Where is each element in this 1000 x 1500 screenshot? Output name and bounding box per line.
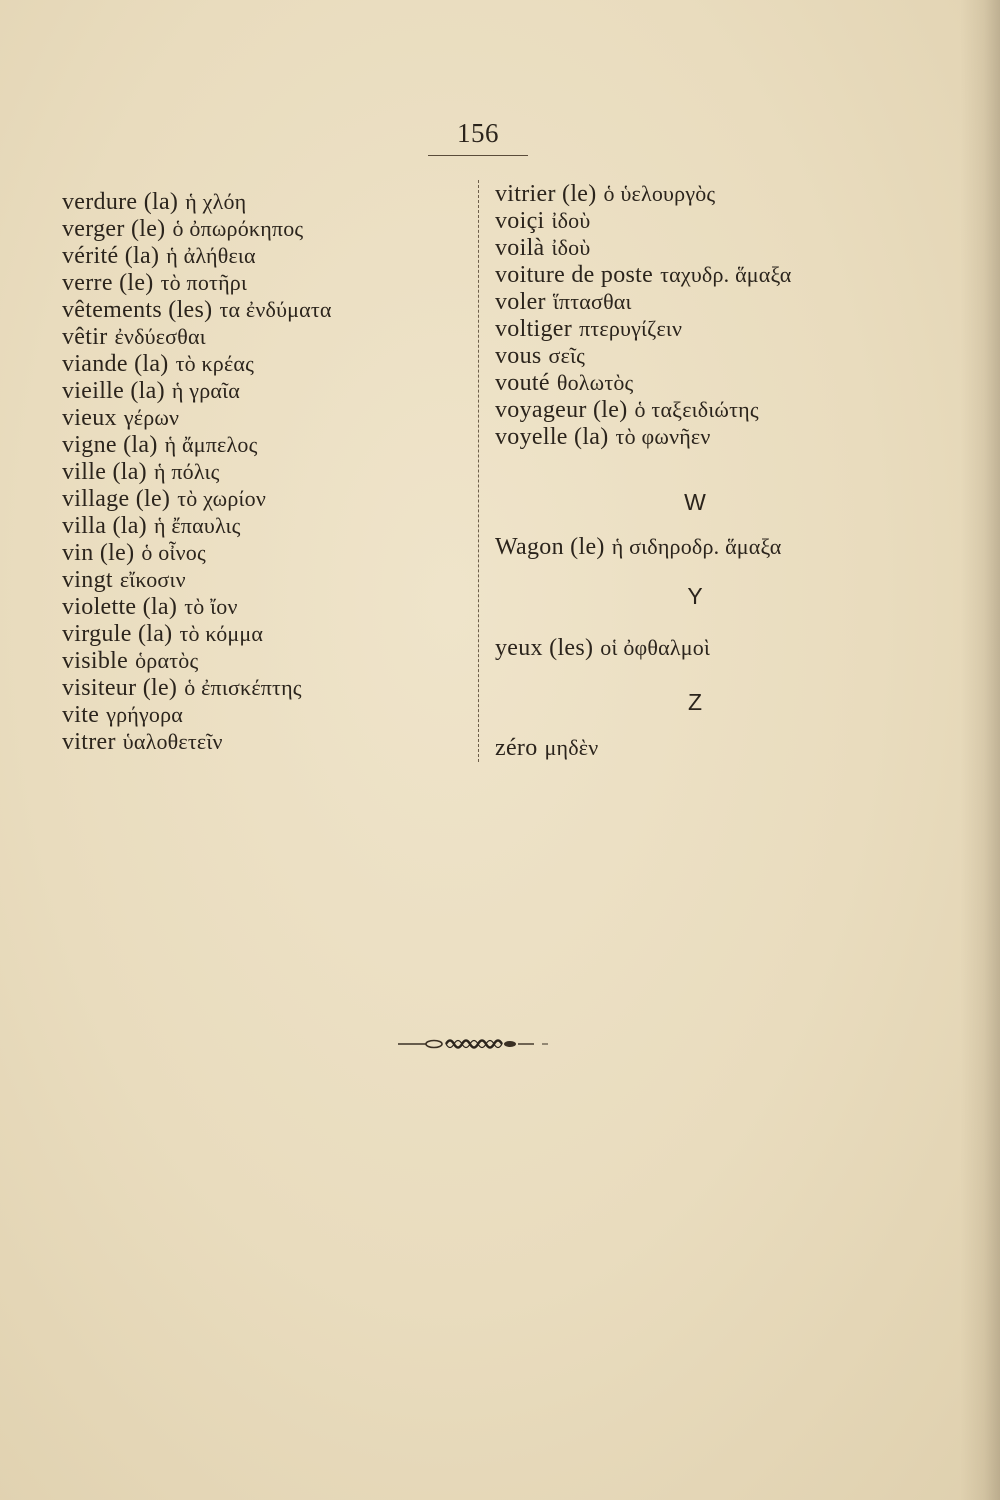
column-divider [478, 180, 479, 762]
dictionary-entry [62, 593, 332, 620]
page-number-rule [428, 155, 528, 156]
french-term: verdure (la) [62, 189, 179, 215]
dictionary-entry [495, 533, 781, 560]
dictionary-entry [495, 396, 791, 423]
dictionary-entry [62, 728, 332, 755]
french-term: vérité (la) [62, 243, 160, 269]
dictionary-entry [62, 404, 332, 431]
french-term: voler [495, 289, 546, 315]
french-term: voyelle (la) [495, 424, 609, 450]
greek-translation: εἴκοσιν [119, 567, 186, 592]
greek-translation: ὁρατὸς [135, 648, 199, 673]
greek-translation: γέρων [123, 405, 180, 430]
greek-translation: ὁ ταξειδιώτης [634, 397, 759, 422]
dictionary-entry [62, 620, 332, 647]
dictionary-entry [495, 315, 791, 342]
french-term: Wagon (le) [495, 534, 605, 560]
dictionary-entry [62, 188, 332, 215]
french-term: voiture de poste [495, 262, 654, 288]
page-number: 156 [457, 118, 499, 148]
ornament-oval-left [426, 1041, 442, 1048]
dictionary-entry [62, 485, 332, 512]
french-term: visiteur (le) [62, 675, 178, 701]
greek-translation: ἰδοὺ [551, 208, 591, 233]
dictionary-entry [495, 261, 791, 288]
french-term: vieux [62, 405, 117, 431]
french-term: verre (le) [62, 270, 154, 296]
greek-translation: ταχυδρ. ἅμαξα [660, 262, 792, 287]
dictionary-entry [62, 323, 332, 350]
french-term: vitrer [62, 729, 116, 755]
greek-translation: θολωτὸς [556, 370, 634, 395]
dictionary-entry [62, 458, 332, 485]
greek-translation: τὸ χωρίον [177, 486, 266, 511]
french-term: vin (le) [62, 540, 135, 566]
dictionary-entry [495, 342, 791, 369]
greek-translation: οἱ ὀφθαλμοὶ [600, 635, 711, 660]
dictionary-entry [62, 377, 332, 404]
french-term: vite [62, 702, 100, 728]
greek-translation: ἡ πόλις [153, 459, 220, 484]
greek-translation: ἡ ἔπαυλις [153, 513, 241, 538]
greek-translation: ἡ ἄμπελος [164, 432, 258, 457]
french-term: vigne (la) [62, 432, 158, 458]
left-column [62, 188, 332, 755]
french-term: voyageur (le) [495, 397, 628, 423]
greek-translation: ἡ σιδηροδρ. ἅμαξα [611, 534, 782, 559]
section-letter-w: W [684, 489, 706, 515]
french-term: violette (la) [62, 594, 178, 620]
dictionary-entry [62, 215, 332, 242]
greek-translation: τὸ ἴον [184, 594, 238, 619]
dictionary-entry [495, 180, 791, 207]
french-term: visible [62, 648, 129, 674]
french-term: verger (le) [62, 216, 166, 242]
dictionary-entry [62, 431, 332, 458]
greek-translation: ὁ ὑελουργὸς [603, 181, 716, 206]
greek-translation: ἡ ἀλήθεια [166, 243, 256, 268]
greek-translation: τὸ φωνῆεν [615, 424, 711, 449]
french-term: vêtements (les) [62, 297, 213, 323]
french-term: vitrier (le) [495, 181, 597, 207]
french-term: voltiger [495, 316, 573, 342]
greek-translation: ὁ οἶνος [141, 540, 206, 565]
french-term: virgule (la) [62, 621, 173, 647]
dictionary-entry [495, 207, 791, 234]
greek-translation: ἐνδύεσθαι [114, 324, 206, 349]
french-term: voilà [495, 235, 545, 261]
french-term: vingt [62, 567, 113, 593]
french-term: viande (la) [62, 351, 169, 377]
dictionary-entry [62, 701, 332, 728]
section-letter-z: Z [687, 689, 703, 715]
french-term: voiçi [495, 208, 545, 234]
dictionary-entry [62, 674, 332, 701]
french-term: villa (la) [62, 513, 147, 539]
dictionary-entry [495, 369, 791, 396]
french-term: zéro [495, 735, 538, 761]
french-term: vieille (la) [62, 378, 165, 404]
greek-translation: τὸ κόμμα [179, 621, 264, 646]
greek-translation: τὸ ποτῆρι [160, 270, 248, 295]
greek-translation: τὸ κρέας [175, 351, 255, 376]
greek-translation: ἡ χλόη [185, 189, 247, 214]
french-term: vouté [495, 370, 550, 396]
french-term: yeux (les) [495, 635, 594, 661]
section-letter-y: Y [687, 583, 703, 609]
french-term: village (le) [62, 486, 171, 512]
dictionary-entry [62, 539, 332, 566]
dictionary-entry [495, 423, 791, 450]
ornament-oval-right [504, 1041, 516, 1047]
greek-translation: πτερυγίζειν [579, 316, 683, 341]
greek-translation: μηδὲν [544, 735, 599, 760]
dictionary-entry [62, 647, 332, 674]
dictionary-entry [62, 296, 332, 323]
greek-translation: γρήγορα [106, 702, 184, 727]
dictionary-entry [62, 242, 332, 269]
greek-translation: τα ἐνδύματα [219, 297, 332, 322]
greek-translation: ὁ ἐπισκέπτης [184, 675, 302, 700]
greek-translation: ὁ ὀπωρόκηπος [172, 216, 304, 241]
dictionary-entry [495, 734, 598, 761]
dictionary-entry [62, 512, 332, 539]
dictionary-entry [495, 634, 710, 661]
greek-translation: ὑαλοθετεῖν [122, 729, 223, 754]
greek-translation: σεῖς [548, 343, 586, 368]
dictionary-entry [62, 566, 332, 593]
greek-translation: ἰδοὺ [551, 235, 591, 260]
dictionary-entry [495, 234, 791, 261]
ornament-divider [396, 1034, 552, 1054]
right-column [495, 180, 791, 450]
page-edge-shading [960, 0, 1000, 1500]
dictionary-entry [495, 288, 791, 315]
french-term: vous [495, 343, 542, 369]
french-term: vêtir [62, 324, 108, 350]
greek-translation: ἡ γραῖα [171, 378, 240, 403]
greek-translation: ἵπτασθαι [552, 289, 632, 314]
dictionary-entry [62, 350, 332, 377]
dictionary-entry [62, 269, 332, 296]
french-term: ville (la) [62, 459, 147, 485]
